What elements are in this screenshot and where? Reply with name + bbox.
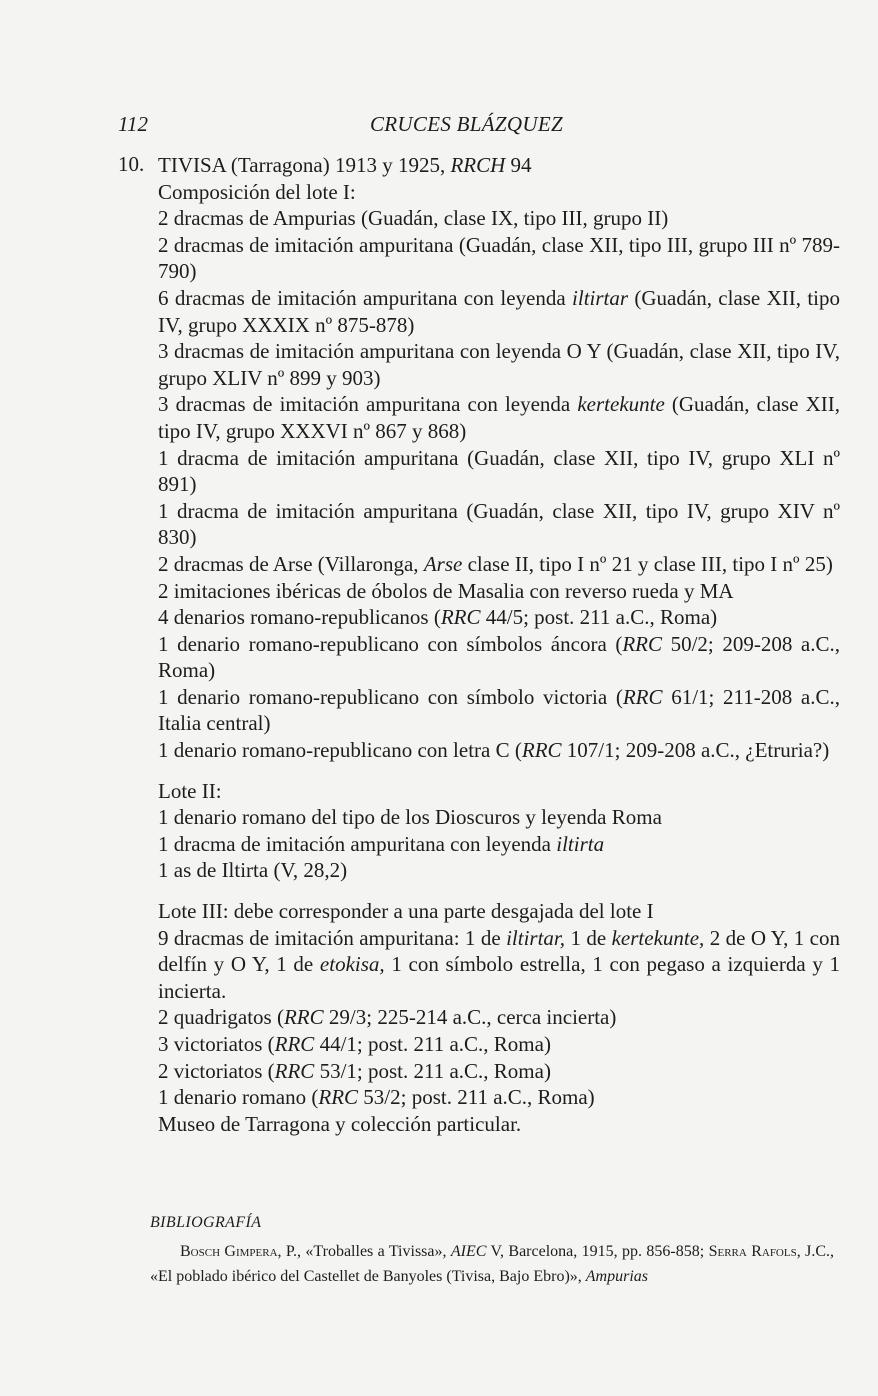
list-item: 9 dracmas de imitación ampuritana: 1 de iltirtar, 1 de kertekunte, 2 de O Y, 1 con delfín y O Y, 1 de etokisa, 1 con símbolo estrella, 1 con pegaso a izquierda y 1 incierta. <box>158 925 840 1003</box>
list-item: 1 denario romano del tipo de los Dioscuros y leyenda Roma <box>158 805 662 830</box>
entry-number: 10. <box>118 152 145 176</box>
list-item: 3 victoriatos (RRC 44/1; post. 211 a.C., Roma) <box>158 1032 551 1056</box>
page-number: 112 <box>118 112 148 136</box>
list-item: 2 dracmas de Ampurias (Guadán, clase IX, tipo III, grupo II) <box>158 206 669 231</box>
list-item: 1 denario romano (RRC 53/2; post. 211 a.C., Roma) <box>158 1085 595 1110</box>
museum-note: Museo de Tarragona y colección particular. <box>158 1111 522 1136</box>
list-item: 1 denario romano-republicano con símbolos áncora (RRC 50/2; 209-208 a.C., Roma) <box>158 631 840 683</box>
list-item: 1 as de Iltirta (V, 28,2) <box>158 858 348 883</box>
list-item: 2 victoriatos (RRC 53/1; post. 211 a.C., Roma) <box>158 1058 551 1083</box>
list-item: 4 denarios romano-republicanos (RRC 44/5; post. 211 a.C., Roma) <box>158 605 718 630</box>
bibliography-text: Bosch Gimpera, P., «Troballes a Tivissa», AIEC V, Barcelona, 1915, pp. 856-858; Serra Rafols, J.C., «El poblado ibérico del Castellet de Banyoles (Tivisa, Bajo Ebro)», Ampurias <box>150 1243 835 1285</box>
list-item: 2 quadrigatos (RRC 29/3; 225-214 a.C., cerca incierta) <box>158 1005 617 1030</box>
list-item: 1 denario romano-republicano con letra C (RRC 107/1; 209-208 a.C., ¿Etruria?) <box>158 738 830 763</box>
list-item: 3 dracmas de imitación ampuritana con leyenda O Y (Guadán, clase XII, tipo IV, grupo XLIV nº 899 y 903) <box>158 339 840 390</box>
entry-heading: TIVISA (Tarragona) 1913 y 1925, RRCH 94 <box>158 153 532 177</box>
list-item: 2 imitaciones ibéricas de óbolos de Masalia con reverso rueda y MA <box>158 578 734 603</box>
entry-body <box>158 152 840 1137</box>
list-item: 6 dracmas de imitación ampuritana con leyenda iltirtar (Guadán, clase XII, tipo IV, grupo XXXIX nº 875-878) <box>158 285 840 337</box>
list-item: 1 denario romano-republicano con símbolo victoria (RRC 61/1; 211-208 a.C., Italia central) <box>158 684 840 736</box>
list-item: 2 dracmas de imitación ampuritana (Guadán, clase XII, tipo III, grupo III nº 789-790) <box>158 232 840 284</box>
lot1-title: Composición del lote I: <box>158 179 356 204</box>
list-item: 2 dracmas de Arse (Villaronga, Arse clase II, tipo I nº 21 y clase III, tipo I nº 25) <box>158 551 833 576</box>
running-title: CRUCES BLÁZQUEZ <box>370 112 563 136</box>
lot2-title: Lote II: <box>158 778 222 803</box>
list-item: 3 dracmas de imitación ampuritana con leyenda kertekunte (Guadán, clase XII, tipo IV, grupo XXXVI nº 867 y 868) <box>158 392 840 443</box>
list-item: 1 dracma de imitación ampuritana (Guadán, clase XII, tipo IV, grupo XIV nº 830) <box>158 498 840 550</box>
lot3-title: Lote III: debe corresponder a una parte desgajada del lote I <box>158 899 654 924</box>
list-item: 1 dracma de imitación ampuritana con leyenda iltirta <box>158 831 605 856</box>
bibliography-heading: BIBLIOGRAFÍA <box>150 1214 262 1231</box>
list-item: 1 dracma de imitación ampuritana (Guadán, clase XII, tipo IV, grupo XLI nº 891) <box>158 445 840 497</box>
